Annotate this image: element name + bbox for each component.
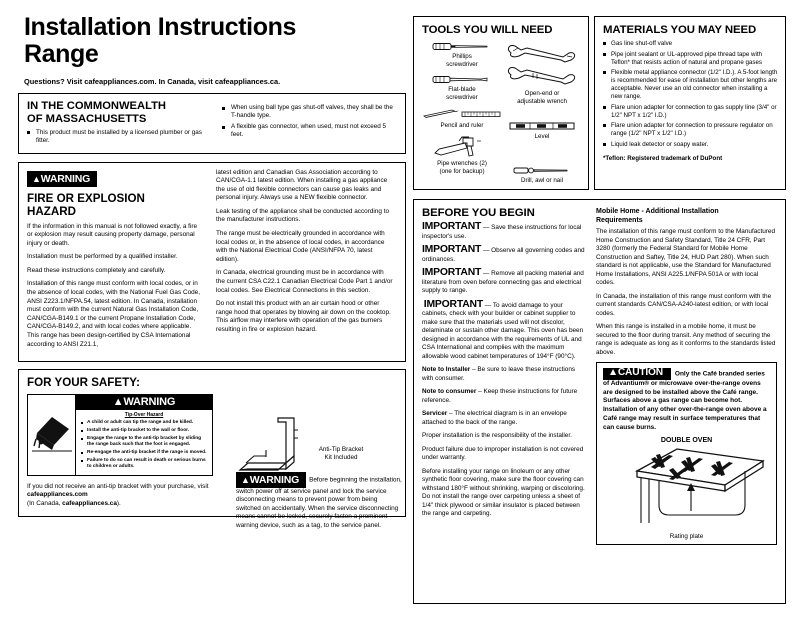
before-you-begin-column [422, 207, 596, 597]
double-oven-title: DOUBLE OVEN [660, 436, 713, 444]
list-item: Flare union adapter for connection to gas supply line (3/4" or 1/2" NPT x 1/2" I.D.) [603, 104, 778, 120]
tool-caption: Phillips [452, 53, 472, 60]
list-item: Install the anti-tip bracket to the wall or floor. [81, 428, 209, 434]
note-label: Note to Installer [422, 366, 471, 373]
caution-text [603, 368, 770, 433]
important-item [422, 246, 586, 264]
important-label: IMPORTANT [422, 221, 482, 232]
page-title [24, 14, 406, 68]
fire-warning-title [27, 192, 204, 218]
tipping-range-icon [28, 395, 76, 475]
list-item: Flare union adapter for connection to pressure regulator on range (1/2" NPT x 1/2" I.D.) [603, 122, 778, 138]
massachusetts-heading-line2: OF MASSACHUSETTS [27, 112, 147, 125]
paragraph: Do not install this product with an air curtain hood or other range hood that operates by blowing air down on the cooktop. This airflow may interfere with operation of the gas burners resulting in fire or explosion hazard. [216, 300, 391, 333]
tool-pipe-wrenches [422, 135, 502, 176]
massachusetts-right-bullets [222, 104, 397, 139]
important-label: IMPORTANT [423, 298, 483, 310]
tip-over-banner [76, 395, 212, 410]
list-item: Re-engage the anti-tip bracket if the range is moved. [81, 450, 209, 456]
bracket-caption-line1: Anti-Tip Bracket [318, 446, 364, 453]
caution-banner [603, 368, 671, 380]
caution-body: Only the Café branded series of Advantium® or microwave over-the-range ovens are designed to be installed above the Café range. Surfaces above a gas range can become hot. Installation of any other over-the-range oven above a Café range may result in surface temperatures that can cause burns. [603, 370, 767, 431]
range-cooktop-icon [603, 445, 779, 533]
fire-explosion-warning-box [18, 162, 406, 363]
tool-flat-blade-screwdriver [422, 74, 502, 102]
note-label: Servicer [422, 410, 448, 417]
paragraph: The installation of this range must conform to the Manufactured Home Construction and Safety Standard, Title 24 CFR, Part 3280 (formerly the Federal Standard for Mobile Home Construction and Saftey, Title 24, HUD Part 280). When such standard is not applicable, use the Standard for Manufactured Home Installations, ANSI A225.1/NFPA 501A or with local codes. [596, 228, 776, 286]
double-oven-figure [603, 445, 770, 533]
phillips-screwdriver-icon [431, 41, 493, 52]
list-item: A flexible gas connector, when used, must not exceed 5 feet. [222, 123, 397, 139]
anti-tip-bracket-note: If you did not receive an anti-tip bracket with your purchase, visit cafeappliances.com (In Canada, cafeappliances.ca). [27, 482, 209, 507]
caution-banner-label: CAUTION [617, 367, 663, 378]
cafeappliances-ca-link[interactable]: cafeappliances.ca [62, 499, 117, 507]
mobile-home-heading [596, 207, 777, 225]
warning-triangle-icon: ▲ [241, 474, 250, 485]
before-you-begin-box [413, 199, 786, 604]
important-text: — Save these instructions for local inspector's use. [422, 224, 582, 240]
paragraph: In Canada, the installation of this range must conform with the current standards CAN/CSA-A240-latest edition, or with local codes. [596, 292, 772, 317]
before-you-begin-heading: BEFORE YOU BEGIN [422, 207, 535, 219]
mobile-home-heading-line1: Mobile Home - Additional Installation [596, 208, 719, 215]
paragraph: When this range is installed in a mobile home, it must be secured to the floor during transit. Any method of securing the range is adequate as long as it conforms to the standards listed above. [596, 323, 776, 356]
list-item: Failure to do so can result in death or serious burns to children or adults. [81, 458, 209, 471]
list-item: Gas line shut-off valve [603, 40, 778, 48]
note-item [422, 366, 586, 383]
tool-caption: Drill, awl or nail [521, 177, 563, 184]
tools-heading: TOOLS YOU WILL NEED [422, 24, 553, 36]
power-off-warning [236, 472, 404, 530]
tip-over-banner-label: WARNING [123, 396, 176, 409]
note-label: Note to consumer [422, 388, 477, 395]
fire-warning-col2 [216, 169, 393, 355]
tool-pencil-and-ruler [422, 107, 502, 130]
drill-awl-nail-icon [511, 165, 573, 176]
mobile-home-heading-line2: Requirements [596, 217, 643, 224]
caution-triangle-icon: ▲ [608, 367, 618, 378]
level-icon [508, 120, 576, 132]
note-item [422, 410, 586, 427]
fire-warning-title-line1: FIRE OR EXPLOSION [27, 191, 145, 205]
materials-you-may-need-box [594, 16, 786, 190]
important-item [422, 223, 586, 241]
cafeappliances-com-link[interactable]: cafeappliances.com [27, 491, 88, 499]
tool-caption: Flat-blade [448, 86, 476, 93]
note-text: – Keep these instructions for future reference. [422, 388, 578, 404]
list-item: A child or adult can tip the range and be killed. [81, 420, 209, 426]
tool-drill-awl-nail [502, 165, 582, 185]
power-warning-text [236, 472, 404, 530]
massachusetts-left [27, 100, 212, 148]
page-title-line1: Installation Instructions [24, 13, 296, 41]
anti-tip-bracket-icon [236, 416, 346, 474]
mobile-home-column [596, 207, 777, 597]
tip-over-bullets [76, 420, 212, 475]
fire-warning-title-line2: HAZARD [27, 204, 76, 218]
materials-heading: MATERIALS YOU MAY NEED [603, 24, 757, 36]
rating-plate-label: Rating plate [669, 532, 704, 540]
materials-footnote: *Teflon: Registered trademark of DuPont [603, 154, 723, 162]
list-item: This product must be installed by a licensed plumber or gas fitter. [27, 129, 212, 145]
tool-caption: Pencil and ruler [440, 122, 484, 129]
paragraph: In Canada, electrical grounding must be in accordance with the current CSA C22.1 Canadian Electrical Code Part 1 and/or local codes. See Electrical Connections in this section. [216, 269, 393, 294]
important-label: IMPORTANT [422, 244, 482, 255]
anti-tip-bracket-caption [286, 446, 396, 462]
paragraph: Proper installation is the responsibility of the installer. [422, 432, 572, 439]
note-text: – Be sure to leave these instructions with consumer. [422, 366, 576, 382]
massachusetts-heading [27, 100, 212, 126]
list-item: Engage the range to the anti-tip bracket by sliding the range back such that the foot is engaged. [81, 436, 209, 449]
fire-warning-col1 [27, 169, 204, 355]
tip-over-subtitle: Tip-Over Hazard [124, 412, 164, 419]
paragraph: Installation of this range must conform with local codes, or in the absence of local codes, with the National Fuel Gas Code, ANSI Z223.1/NFPA.54, latest edition. In Canada, installation must conform with the current Natural Gas Installation Code, CAN/CGA-B149.1 or the current Propane Installation Code, CAN/CGA-B149.2, and with local codes where applicable. This range has been design-certified by CSA International according to ANSI Z21.1, [27, 280, 201, 348]
list-item: Pipe joint sealant or UL-approved pipe thread tape with Teflon* that resists action of natural and propane gases [603, 51, 778, 67]
tool-open-end-wrench [502, 43, 582, 106]
caution-box [596, 362, 777, 545]
paragraph: Product failure due to improper installation is not covered under warranty. [422, 445, 584, 461]
tool-phillips-screwdriver [422, 41, 502, 69]
paragraph: Installation must be performed by a qualified installer. [27, 253, 178, 261]
note-item [422, 388, 586, 405]
important-label: IMPORTANT [422, 267, 482, 278]
paragraph: If the information in this manual is not followed exactly, a fire or explosion may result causing property damage, personal injury or death. [27, 222, 198, 247]
important-item [422, 269, 586, 296]
tool-caption: adjustable wrench [517, 98, 567, 105]
warning-banner [236, 472, 306, 488]
note-text: – The electrical diagram is in an envelope attached to the back of the range. [422, 410, 567, 426]
safety-heading: FOR YOUR SAFETY: [27, 376, 140, 390]
tools-column-right [502, 41, 582, 190]
tool-caption: (one for backup) [439, 168, 485, 175]
important-text: — Observe all governing codes and ordinances. [422, 247, 585, 263]
tools-you-will-need-box [413, 16, 589, 190]
list-item: Flexible metal appliance connector (1/2" I.D.). A 5-foot length is recommended for ease of installation but other lengths are acceptable. Never use an old connector when installing a new range. [603, 69, 778, 101]
tip-over-body [76, 395, 212, 475]
bracket-caption-line2: Kit Included [324, 454, 358, 462]
list-item: When using ball type gas shut-off valves, they shall be the T-handle type. [222, 104, 397, 120]
tool-caption: Open-end or [524, 90, 560, 97]
important-item [422, 298, 586, 362]
tool-caption: screwdriver [446, 94, 478, 101]
paragraph: Read these instructions completely and carefully. [27, 266, 166, 274]
list-item: Liquid leak detector or soapy water. [603, 141, 778, 149]
warning-triangle-icon: ▲ [112, 396, 124, 409]
warning-banner-label: WARNING [40, 172, 91, 185]
warning-triangle-icon: ▲ [32, 173, 41, 184]
warning-banner [27, 171, 97, 187]
paragraph: latest edition and Canadian Gas Association according to CAN/CGA-1.1 latest edition. When installing a gas appliance the use of old flexible connectors can cause gas leaks and personal injury. Always use a NEW flexible connector. [216, 168, 388, 202]
tool-level [502, 120, 582, 141]
important-text: — Remove all packing material and literature from oven before connecting gas and electrical supply to range. [422, 270, 584, 294]
page-title-line2: Range [24, 40, 99, 68]
tool-caption: screwdriver [446, 61, 478, 68]
tool-caption: Level [534, 133, 550, 140]
paragraph: Leak testing of the appliance shall be conducted according to the manufacturer instructions. [216, 207, 390, 224]
paragraph: The range must be electrically grounded in accordance with local codes or, in the absence of local codes, in accordance with the National Electrical Code (ANSI/NFPA 70, latest edition). [216, 230, 385, 263]
pipe-wrench-icon [429, 135, 495, 159]
important-text: — To avoid damage to your cabinets, check with your builder or cabinet supplier to make sure that the materials used will not discolor, delaminate or sustain other damage. This oven has been designed in accordance with the requirements of UL and CSA International and complies with the maximum allowable wood cabinet temperatures of 194°F (90°C). [422, 301, 584, 360]
massachusetts-box [18, 93, 406, 154]
tool-caption: Pipe wrenches (2) [437, 160, 487, 167]
warning-banner-label: WARNING [249, 473, 300, 486]
pencil-ruler-icon [422, 107, 502, 121]
power-warning-body: Before beginning the installation, switch power off at service panel and lock the service disconnecting means to prevent power from being switched on accidentally. When the service disconnecting means cannot be locked, securely fasten a prominent warning device, such as a tag, to the service panel. [236, 476, 402, 529]
materials-list [603, 40, 778, 149]
flat-blade-screwdriver-icon [431, 74, 493, 85]
massachusetts-left-bullets [27, 129, 212, 145]
tip-over-hazard-warning [27, 394, 213, 476]
massachusetts-heading-line1: IN THE COMMONWEALTH [27, 100, 166, 112]
tools-column-left [422, 41, 502, 190]
paragraph: Before installing your range on linoleum or any other synthetic floor covering, make sure the floor covering can withstand 180°F without shrinking, warping or discoloring. Do not install the range over carpeting unless a sheet of 1/4" thick plywood or similar insulator is placed between the range and carpeting. [422, 467, 585, 517]
page-subtitle: Questions? Visit cafeappliances.com. In Canada, visit cafeappliances.ca. [24, 77, 281, 86]
open-end-wrench-icon [503, 43, 581, 89]
massachusetts-right [222, 100, 397, 148]
anti-tip-bracket-illustration [236, 416, 404, 474]
